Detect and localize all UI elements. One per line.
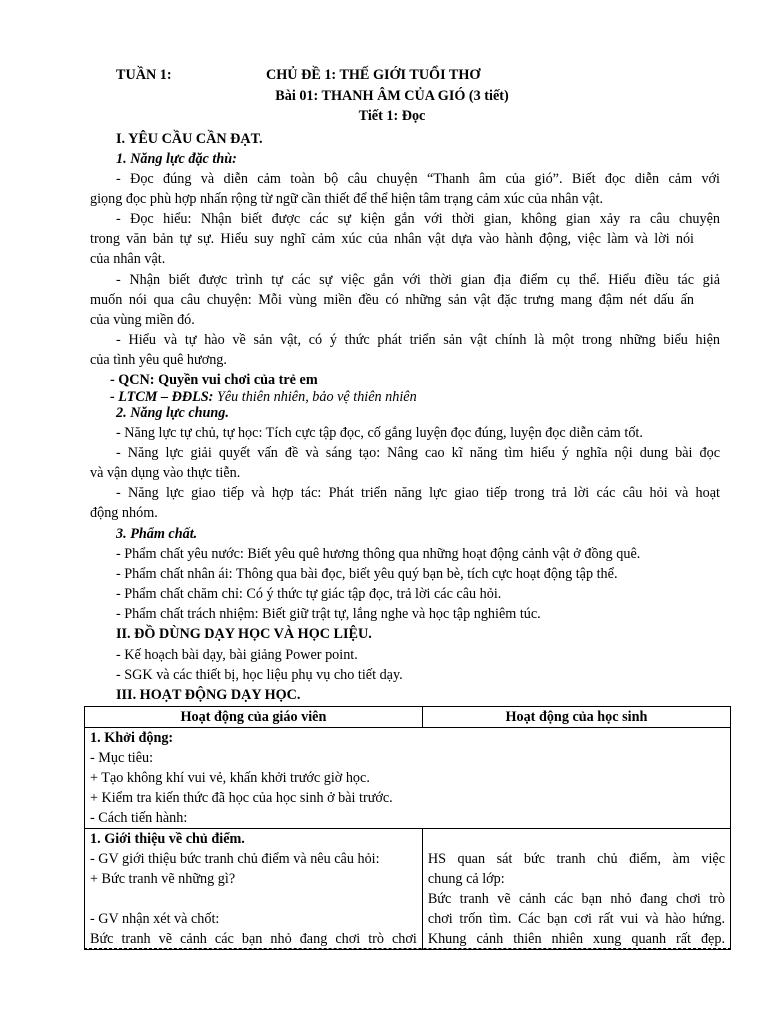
qcn-line: - QCN: Quyền vui chơi của trẻ em (110, 372, 318, 388)
paragraph-line: giọng đọc phù hợp nhấn rộng từ ngữ cần thiết để thể hiện tâm trạng cảm xúc của nhân vật. (90, 191, 603, 207)
paragraph-line: - Năng lực giải quyết vấn đề và sáng tạo: Nâng cao kĩ năng tìm hiểu ý nghĩa nội dung bài đọc (116, 445, 720, 461)
topic-intro-title: 1. Giới thiệu về chủ điểm. (90, 831, 245, 847)
period-title: Tiết 1: Đọc (358, 108, 426, 124)
cell-line: - GV nhận xét và chốt: (90, 911, 220, 927)
warmup-cell (85, 728, 731, 829)
section-1-heading: I. YÊU CẦU CẦN ĐẠT. (116, 131, 263, 147)
paragraph-line: và vận dụng vào thực tiễn. (90, 465, 241, 481)
cell-line: chung cả lớp: (427, 871, 505, 887)
paragraph-line: của vùng miền đó. (90, 312, 195, 328)
cell-line: Bức tranh vẽ cảnh các bạn nhỏ đang chơi trò (427, 891, 725, 907)
cell-line: + Bức tranh vẽ những gì? (90, 871, 236, 887)
lesson-title: Bài 01: THANH ÂM CỦA GIÓ (3 tiết) (275, 88, 509, 104)
paragraph-line: - Nhận biết được trình tự các sự việc gắn với thời gian địa điểm cụ thể. Hiểu điều tác giả (116, 272, 720, 288)
paragraph-line: - Hiểu và tự hào về sản vật, có ý thức phát triển sản vật chính là một trong những biểu hiện (116, 332, 720, 348)
cell-line: + Kiểm tra kiến thức đã học của học sinh ở bài trước. (90, 790, 393, 806)
table-row (85, 829, 731, 950)
cell-line: Bức tranh vẽ cảnh các bạn nhỏ đang chơi trò chơi (90, 931, 417, 947)
paragraph-line: - Năng lực giao tiếp và hợp tác: Phát triển năng lực giao tiếp trong trả lời các câu hỏi và hoạt (116, 485, 720, 501)
activity-table (84, 706, 731, 950)
section-2-heading: II. ĐỒ DÙNG DẠY HỌC VÀ HỌC LIỆU. (116, 626, 372, 642)
table-row (85, 728, 731, 829)
paragraph-line: - Năng lực tự chủ, tự học: Tích cực tập đọc, cố gắng luyện đọc đúng, luyện đọc diễn cảm tốt. (116, 425, 643, 441)
cell-line: - Mục tiêu: (90, 750, 154, 766)
subsection-2-heading: 2. Năng lực chung. (116, 405, 229, 421)
cell-line: HS quan sát bức tranh chủ điểm, àm việc (427, 851, 725, 867)
paragraph-line: của nhân vật. (90, 251, 166, 267)
subsection-3-heading: 3. Phẩm chất. (116, 526, 198, 542)
paragraph-line: muốn nói qua câu chuyện: Mỗi vùng miền đều có những sản vật đặc trưng mang đậm nét dấu ấn (90, 292, 694, 308)
cell-line: + Tạo không khí vui vẻ, khấn khởi trước giờ học. (90, 770, 370, 786)
paragraph-line: - Phẩm chất trách nhiệm: Biết giữ trật tự, lắng nghe và học tập nghiêm túc. (116, 606, 541, 622)
cell-line: - Cách tiến hành: (90, 810, 188, 826)
week-label: TUẦN 1: (116, 67, 172, 83)
paragraph-line: - Đọc đúng và diễn cảm toàn bộ câu chuyện “Thanh âm của gió”. Biết đọc diễn cảm với (116, 171, 720, 187)
student-cell (422, 829, 730, 950)
section-3-heading: III. HOẠT ĐỘNG DẠY HỌC. (116, 687, 301, 703)
paragraph-line: của tình yêu quê hương. (90, 352, 227, 368)
page-cut-line (84, 948, 731, 949)
paragraph-line: động nhóm. (90, 505, 158, 521)
teacher-column-header: Hoạt động của giáo viên (85, 707, 423, 728)
table-header-row (85, 707, 731, 728)
warmup-title: 1. Khởi động: (90, 730, 174, 746)
student-column-header: Hoạt động của học sinh (422, 707, 730, 728)
teacher-cell (85, 829, 423, 950)
paragraph-line: - Kế hoạch bài dạy, bài giảng Power point. (116, 647, 358, 663)
paragraph-line: - Phẩm chất chăm chỉ: Có ý thức tự giác tập đọc, trả lời các câu hỏi. (116, 586, 502, 602)
paragraph-line: - SGK và các thiết bị, học liệu phụ vụ cho tiết dạy. (116, 667, 403, 683)
blank-line (428, 829, 725, 849)
paragraph-line: - Đọc hiểu: Nhận biết được các sự kiện gắn với thời gian, không gian xảy ra câu chuyện (116, 211, 720, 227)
cell-line: Khung cảnh thiên nhiên xung quanh rất đẹp. (427, 931, 725, 947)
topic-title: CHỦ ĐỀ 1: THẾ GIỚI TUỔI THƠ (266, 67, 481, 83)
ltcm-label: - LTCM – ĐĐLS: (110, 389, 214, 405)
cell-line: chơi trốn tìm. Các bạn cơi rất vui và hào hứng. (427, 911, 725, 927)
cell-line: - GV giới thiệu bức tranh chủ điểm và nêu câu hỏi: (90, 851, 380, 867)
subsection-1-heading: 1. Năng lực đặc thù: (116, 151, 237, 167)
paragraph-line: - Phẩm chất yêu nước: Biết yêu quê hương thông qua những hoạt động cảnh vật ở đồng quê. (116, 546, 641, 562)
paragraph-line: trong văn bản tự sự. Hiểu suy nghĩ cảm xúc của nhân vật dựa vào hành động, việc làm và lời nói (90, 231, 694, 247)
paragraph-line: - Phẩm chất nhân ái: Thông qua bài đọc, biết yêu quý bạn bè, tích cực hoạt động tập thể. (116, 566, 618, 582)
blank-line (90, 889, 417, 909)
ltcm-text: Yêu thiên nhiên, bảo vệ thiên nhiên (213, 389, 417, 405)
